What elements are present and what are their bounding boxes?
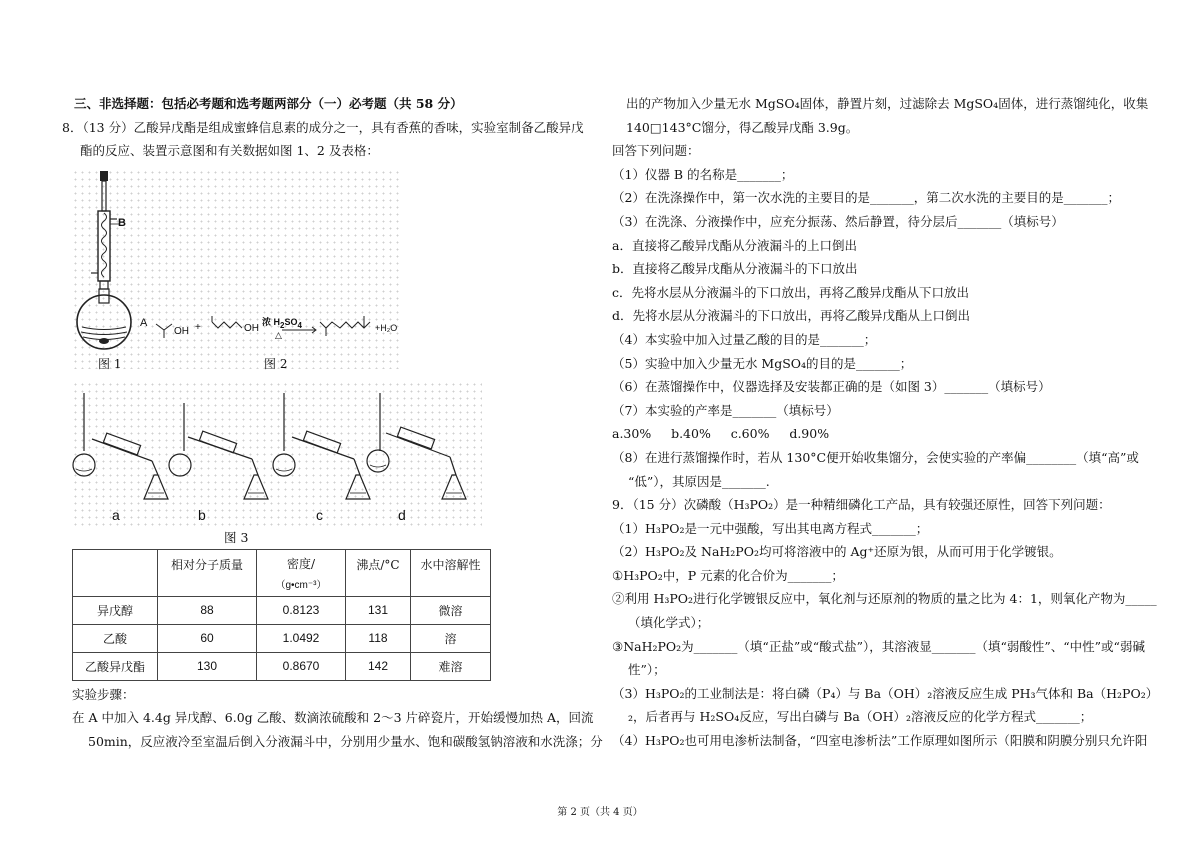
left-column bbox=[62, 92, 603, 754]
table-cell: 131 bbox=[346, 596, 411, 624]
text-line: ₂，后者再与 H₂SO₄反应，写出白磷与 Ba（OH）₂溶液反应的化学方程式_______； bbox=[628, 709, 1093, 725]
figure-3-label-c: c bbox=[316, 506, 323, 523]
table-header-cell: 沸点/°C bbox=[346, 549, 411, 596]
table-cell: 异戊醇 bbox=[73, 596, 158, 624]
steps-title: 实验步骤： bbox=[72, 686, 135, 702]
right-column bbox=[612, 92, 1159, 753]
text-line: （5）实验中加入少量无水 MgSO₄的目的是_______； bbox=[612, 355, 913, 371]
table-cell: 微溶 bbox=[411, 596, 491, 624]
figure-1-label-b: B bbox=[118, 216, 126, 229]
text-line: 140□143°C馏分，得乙酸异戊酯 3.9g。 bbox=[626, 119, 859, 135]
text-line: 性”）； bbox=[628, 662, 666, 678]
question-8-line-2: 酯的反应、装置示意图和有关数据如图 1、2 及表格： bbox=[80, 143, 379, 159]
catalyst-sub-2: 4 bbox=[297, 320, 302, 330]
page-footer: 第 2 页（共 4 页） bbox=[557, 807, 643, 818]
table-row bbox=[73, 596, 491, 624]
text-line: （1）仪器 B 的名称是_______； bbox=[612, 166, 794, 182]
table-header-cell: 相对分子质量 bbox=[158, 549, 257, 596]
reaction-heat-symbol: △ bbox=[275, 330, 282, 341]
table-cell: 难溶 bbox=[411, 652, 491, 680]
table-cell: 0.8670 bbox=[257, 652, 346, 680]
table-cell: 142 bbox=[346, 652, 411, 680]
option-line: d．先将水层从分液漏斗的下口放出，再将乙酸异戊酯从上口倒出 bbox=[612, 308, 971, 324]
figure-3-label-d: d bbox=[398, 506, 406, 523]
text-line: （8）在进行蒸馏操作时，若从 130°C便开始收集馏分，会使实验的产率偏________（填“高”或 bbox=[612, 449, 1139, 465]
text-line: （3）H₃PO₂的工业制法是：将白磷（P₄）与 Ba（OH）₂溶液反应生成 PH₃气体和 Ba（H₂PO₂） bbox=[612, 685, 1159, 701]
distillation-apparatus-diagram bbox=[72, 381, 482, 529]
table-row bbox=[73, 624, 491, 652]
text-line: （1）H₃PO₂是一元中强酸，写出其电离方程式_______； bbox=[612, 520, 929, 536]
steps-line-1: 在 A 中加入 4.4g 异戊醇、6.0g 乙酸、数滴浓硫酸和 2～3 片碎瓷片，开始缓慢加热 A，回流 bbox=[72, 710, 594, 726]
reaction-water: +H₂O bbox=[375, 322, 398, 333]
text-line: （3）在洗涤、分液操作中，应充分振荡、然后静置，待分层后_______（填标号） bbox=[612, 213, 1064, 229]
table-cell: 60 bbox=[158, 624, 257, 652]
text-line: （2）H₃PO₂及 NaH₂PO₂均可将溶液中的 Ag⁺还原为银，从而可用于化学镀银。 bbox=[612, 544, 1062, 560]
question-9-line: 9．（15 分）次磷酸（H₃PO₂）是一种精细磷化工产品，具有较强还原性，回答下列问题： bbox=[612, 497, 1111, 513]
option-line: a．直接将乙酸异戊酯从分液漏斗的上口倒出 bbox=[612, 237, 857, 253]
table-cell: 118 bbox=[346, 624, 411, 652]
table-cell: 88 bbox=[158, 596, 257, 624]
figure-3-caption: 图 3 bbox=[224, 529, 249, 545]
table-cell: 乙酸 bbox=[73, 624, 158, 652]
figure-3-distillation-options bbox=[72, 381, 482, 529]
catalyst-mid: SO bbox=[284, 316, 298, 327]
density-header-label: 密度/ bbox=[286, 556, 316, 571]
text-line: ①H₃PO₂中，P 元素的化合价为_______； bbox=[612, 567, 844, 583]
option-line: a.30% b.40% c.60% d.90% bbox=[612, 426, 830, 442]
table-cell: 0.8123 bbox=[257, 596, 346, 624]
text-line: （4）本实验中加入过量乙酸的目的是_______； bbox=[612, 331, 877, 347]
figure-1-caption: 图 1 bbox=[98, 356, 122, 371]
table-header-cell bbox=[257, 549, 346, 596]
table-cell: 1.0492 bbox=[257, 624, 346, 652]
figure-3-label-a: a bbox=[112, 506, 120, 523]
table-header-row bbox=[73, 549, 491, 596]
steps-line-2: 50min，反应液冷至室温后倒入分液漏斗中，分别用少量水、饱和碳酸氢钠溶液和水洗涤；分 bbox=[88, 733, 603, 749]
figure-1-label-a: A bbox=[140, 316, 148, 329]
text-line: “低”），其原因是_______. bbox=[628, 473, 770, 489]
reaction-plus: + bbox=[195, 321, 201, 333]
figure-1-apparatus bbox=[72, 169, 402, 369]
catalyst-sub-1: 2 bbox=[280, 320, 285, 330]
table-cell: 130 bbox=[158, 652, 257, 680]
table-cell: 溶 bbox=[411, 624, 491, 652]
text-line: （2）在洗涤操作中，第一次水洗的主要目的是_______，第二次水洗的主要目的是_______； bbox=[612, 190, 1120, 206]
text-line: （7）本实验的产率是_______（填标号） bbox=[612, 402, 839, 418]
text-line: ③NaH₂PO₂为_______（填“正盐”或“酸式盐”），其溶液显_______（填“弱酸性”、“中性”或“弱碱 bbox=[612, 638, 1145, 654]
table-cell: 乙酸异戊酯 bbox=[73, 652, 158, 680]
text-line: 出的产物加入少量无水 MgSO₄固体，静置片刻，过滤除去 MgSO₄固体，进行蒸馏纯化，收集 bbox=[626, 96, 1149, 111]
text-line: （填化学式）； bbox=[628, 615, 710, 631]
table-row bbox=[73, 652, 491, 680]
reaction-catalyst bbox=[262, 315, 302, 330]
section-title: 三、非选择题：包括必考题和选考题两部分（一）必考题（共 58 分） bbox=[74, 96, 463, 111]
text-line: （4）H₃PO₂也可用电渗析法制备，“四室电渗析法”工作原理如图所示（阳膜和阴膜分别只允许阳 bbox=[612, 733, 1148, 749]
option-line: c．先将水层从分液漏斗的下口放出，再将乙酸异戊酯从下口放出 bbox=[612, 284, 970, 300]
text-line: ②利用 H₃PO₂进行化学镀银反应中，氧化剂与还原剂的物质的量之比为 4：1，则氧化产物为_____ bbox=[612, 591, 1157, 607]
text-line: 回答下列问题： bbox=[612, 143, 700, 159]
reaction-oh-2: OH bbox=[244, 322, 259, 334]
reaction-oh-1: OH bbox=[174, 325, 189, 337]
density-header-unit: （g•cm⁻³） bbox=[275, 579, 327, 591]
question-8-line-1: 8．（13 分）乙酸异戊酯是组成蜜蜂信息素的成分之一，具有香蕉的香味，实验室制备乙酸异戊 bbox=[62, 119, 584, 135]
table-header-cell bbox=[73, 549, 158, 596]
option-line: b．直接将乙酸异戊酯从分液漏斗的下口放出 bbox=[612, 261, 858, 277]
catalyst-prefix: 浓 H bbox=[262, 316, 281, 327]
table-header-cell: 水中溶解性 bbox=[411, 549, 491, 596]
figure-3-label-b: b bbox=[198, 506, 206, 523]
figure-2-caption: 图 2 bbox=[264, 356, 288, 371]
properties-table bbox=[72, 549, 491, 681]
text-line: （6）在蒸馏操作中，仪器选择及安装都正确的是（如图 3）_______（填标号） bbox=[612, 379, 1051, 395]
